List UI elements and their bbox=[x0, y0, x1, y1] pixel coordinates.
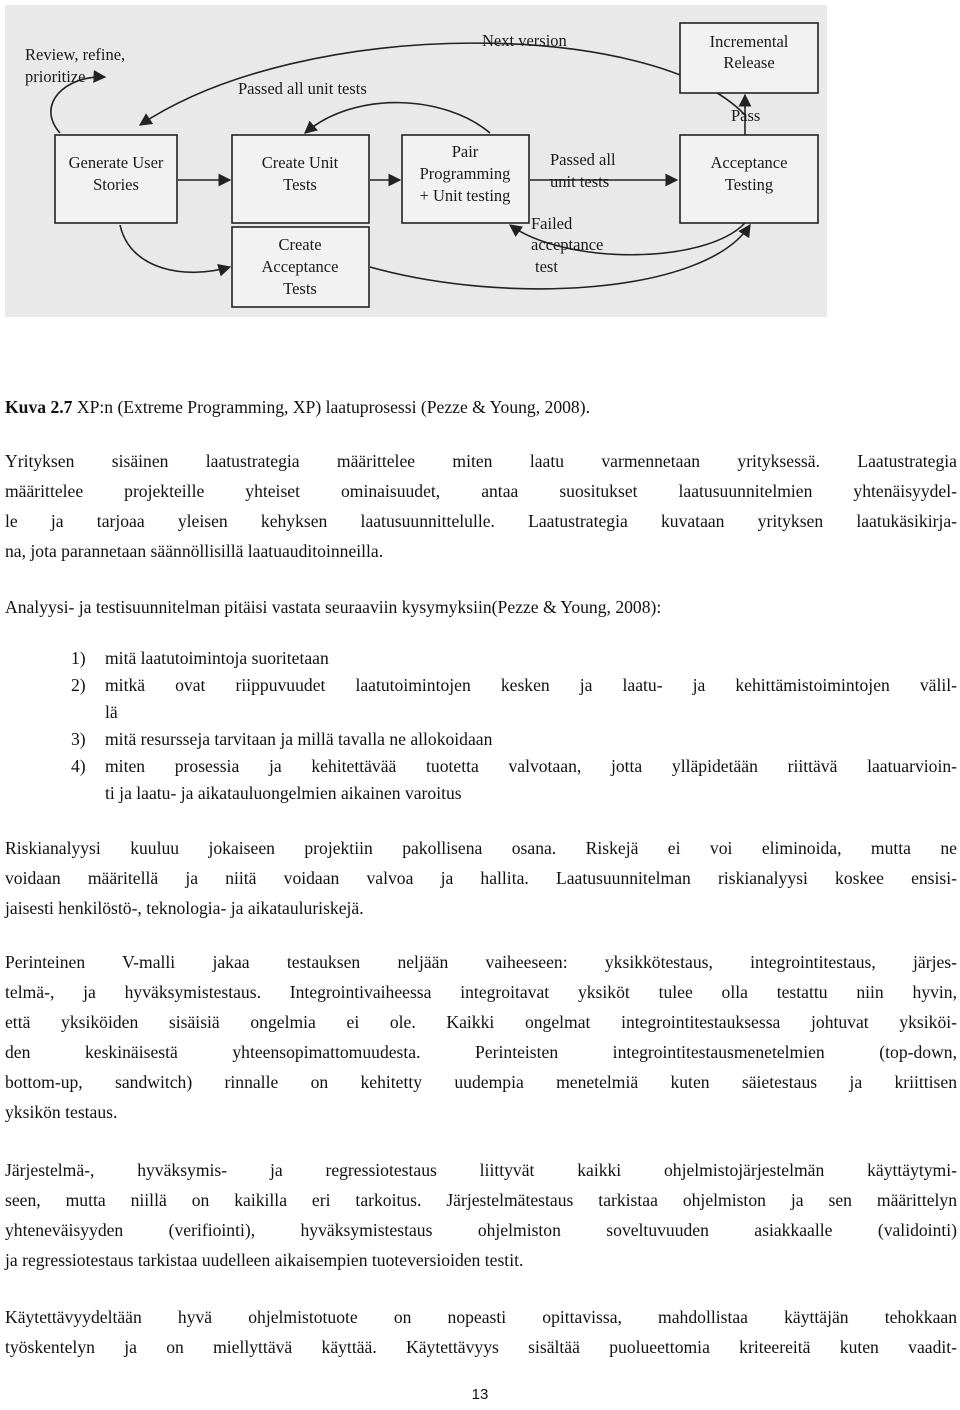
list-item bbox=[71, 753, 957, 807]
paragraph-usability bbox=[5, 1302, 957, 1362]
p3-line: Riskianalyysi kuuluu jokaiseen projektiin pakollisena osana. Riskejä ei voi eliminoida, mutta ne bbox=[5, 838, 957, 858]
list-item-text: miten prosessia ja kehitettävää tuotetta valvotaan, jotta ylläpidetään riittävä laatuarvioin- bbox=[105, 756, 957, 776]
paragraph-risk-analysis bbox=[5, 833, 957, 923]
paragraph-quality-strategy bbox=[5, 446, 957, 566]
acceptance-line-2: Testing bbox=[724, 175, 774, 194]
p1-line: le ja tarjoaa yleisen kehyksen laatusuunnittelulle. Laatustrategia kuvataan yrityksen laatukäsikirja- bbox=[5, 511, 957, 531]
p4-line: yksikön testaus. bbox=[5, 1102, 118, 1122]
paragraph-system-testing bbox=[5, 1155, 957, 1275]
list-item-number: 1) bbox=[71, 648, 86, 668]
list-item-text: mitä laatutoimintoja suoritetaan bbox=[105, 648, 329, 668]
list-item-number: 4) bbox=[71, 756, 86, 776]
caption-label: Kuva 2.7 bbox=[5, 397, 73, 417]
p5-line: Järjestelmä-, hyväksymis- ja regressiotestaus liittyvät kaikki ohjelmistojärjestelmän käyttäytymi- bbox=[5, 1160, 957, 1180]
paragraph-v-model bbox=[5, 947, 957, 1127]
label-review-2: prioritize bbox=[25, 67, 86, 86]
p6-line: työskentelyn ja on miellyttävä käyttää. Käytettävyys sisältää puolueettomia kriteereitä kuten vaadit- bbox=[5, 1337, 957, 1357]
page-number: 13 bbox=[471, 1386, 489, 1403]
p4-line: että yksiköiden sisäisiä ongelmia ei ole. Kaikki ongelmat integrointitestauksessa johtuvat yksiköi- bbox=[5, 1012, 957, 1032]
p6-line: Käytettävyydeltään hyvä ohjelmistotuote on nopeasti opittavissa, mahdollistaa käyttäjän tehokkaan bbox=[5, 1307, 957, 1327]
create-acceptance-line-1: Create bbox=[278, 235, 322, 254]
create-acceptance-line-3: Tests bbox=[283, 279, 317, 298]
generate-line-2: Stories bbox=[93, 175, 139, 194]
p4-line: telmä-, ja hyväksymistestaus. Integrointivaiheessa integroitavat yksiköt tulee olla testattu niin hyvin, bbox=[5, 982, 957, 1002]
list-item-text: ti ja laatu- ja aikatauluongelmien aikainen varoitus bbox=[105, 783, 462, 803]
list-item bbox=[71, 672, 957, 726]
paragraph-analysis-plan bbox=[5, 592, 957, 622]
label-failed-3: test bbox=[535, 257, 558, 276]
p5-line: yhteneväisyyden (verifiointi), hyväksymistestaus ohjelmiston soveltuvuuden asiakkaalle (validointi) bbox=[5, 1220, 957, 1240]
p4-line: bottom-up, sandwitch) rinnalle on kehitetty uudempia menetelmiä kuten säietestaus ja kriittisen bbox=[5, 1072, 957, 1092]
arrow-passed-unit-tests bbox=[305, 103, 490, 133]
label-pass: Pass bbox=[731, 106, 761, 125]
acceptance-line-1: Acceptance bbox=[710, 153, 788, 172]
p2-line: Analyysi- ja testisuunnitelman pitäisi vastata seuraaviin kysymyksiin(Pezze & Young, 2008): bbox=[5, 597, 662, 617]
questions-list bbox=[71, 645, 957, 807]
list-item-text: lä bbox=[105, 702, 118, 722]
list-item-number: 2) bbox=[71, 675, 86, 695]
label-next-version: Next version bbox=[482, 31, 567, 50]
p4-line: Perinteinen V-malli jakaa testauksen neljään vaiheeseen: yksikkötestaus, integrointitestaus, järjes- bbox=[5, 952, 957, 972]
label-failed-2: acceptance bbox=[531, 235, 604, 254]
list-item-text: mitä resursseja tarvitaan ja millä tavalla ne allokoidaan bbox=[105, 729, 493, 749]
p1-line: na, jota parannetaan säännöllisillä laatuauditoinneilla. bbox=[5, 541, 384, 561]
label-failed-1: Failed bbox=[531, 214, 573, 233]
list-item-number: 3) bbox=[71, 729, 86, 749]
create-unit-line-2: Tests bbox=[283, 175, 317, 194]
list-item bbox=[71, 645, 957, 672]
pair-line-2: Programming bbox=[419, 164, 511, 183]
label-review-1: Review, refine, bbox=[25, 45, 126, 64]
p5-line: ja regressiotestaus tarkistaa uudelleen aikaisempien tuoteversioiden testit. bbox=[5, 1250, 524, 1270]
pair-line-3: + Unit testing bbox=[419, 186, 511, 205]
figure-caption bbox=[5, 392, 957, 422]
pair-line-1: Pair bbox=[451, 142, 479, 161]
caption-text: XP:n (Extreme Programming, XP) laatuprosessi (Pezze & Young, 2008). bbox=[76, 397, 590, 417]
release-line-2: Release bbox=[723, 53, 775, 72]
create-unit-line-1: Create Unit bbox=[261, 153, 339, 172]
p4-line: den keskinäisestä yhteensopimattomuudesta. Perinteisten integrointitestausmenetelmien (top-down, bbox=[5, 1042, 957, 1062]
release-line-1: Incremental bbox=[709, 32, 789, 51]
p3-line: jaisesti henkilöstö-, teknologia- ja aikatauluriskejä. bbox=[5, 898, 364, 918]
arrow-generate-to-create-acceptance bbox=[120, 225, 230, 272]
p1-line: määrittelee projekteille yhteiset ominaisuudet, antaa suositukset laatusuunnitelmien yhtenäisyydel- bbox=[5, 481, 957, 501]
p5-line: seen, mutta niillä on kaikilla eri tarkoitus. Järjestelmätestaus tarkistaa ohjelmiston ja sen määrittelyn bbox=[5, 1190, 957, 1210]
p3-line: voidaan määritellä ja niitä voidaan valvoa ja hallita. Laatusuunnitelman riskianalyysi koskee ensisi- bbox=[5, 868, 957, 888]
create-acceptance-line-2: Acceptance bbox=[261, 257, 339, 276]
label-passed-all-unit-tests: Passed all unit tests bbox=[238, 79, 367, 98]
list-item bbox=[71, 726, 957, 753]
p1-line: Yrityksen sisäinen laatustrategia määrittelee miten laatu varmennetaan yrityksessä. Laatustrategia bbox=[5, 451, 957, 471]
label-passed-all-1: Passed all bbox=[550, 150, 616, 169]
generate-line-1: Generate User bbox=[68, 153, 164, 172]
xp-process-diagram bbox=[5, 5, 827, 317]
label-passed-all-2: unit tests bbox=[550, 172, 610, 191]
list-item-text: mitkä ovat riippuvuudet laatutoimintojen kesken ja laatu- ja kehittämistoimintojen välil- bbox=[105, 675, 957, 695]
arrow-next-version bbox=[140, 43, 745, 125]
